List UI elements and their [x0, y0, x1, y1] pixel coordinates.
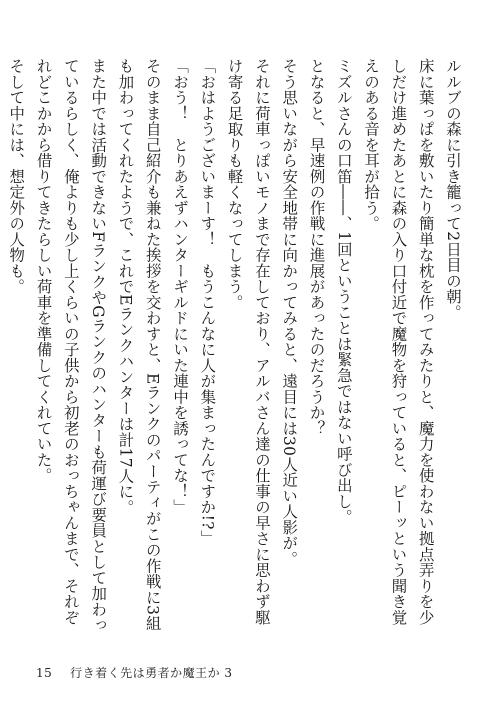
paragraph: となると、早速例の作戦に進展があったのだろうか？ — [307, 58, 326, 436]
paragraph: ルルブの森に引き籠って2日目の朝。 — [444, 58, 462, 321]
page-number: 15 — [36, 666, 53, 680]
paragraph: また中では活動できないFランクやGランクのハンターも荷運び要員として加わっているらしく、俺よりも少し上くらいの子供から初老のおっちゃんまで、それぞれどこかから借りてきたらしい荷車を準備してくれていた。 — [34, 58, 108, 633]
paragraph: そして中には、想定外の人物も。 — [7, 58, 26, 295]
paragraph: 「おう！ とりあえずハンターギルドにいた連中を誘ってな！」 — [171, 58, 190, 515]
body-text — [7, 58, 466, 638]
paragraph: そう思いながら安全地帯に向かってみると、遠目には30人近い人影が。 — [280, 58, 299, 567]
paragraph: 「おはようございまーす！ もうこんなに人が集まったんですか!?」 — [198, 58, 217, 546]
paragraph: それに荷車っぽいモノまで存在しており、アルバさん達の仕事の早さに思わず駆け寄る足取りも軽くなってしまう。 — [225, 58, 271, 625]
paragraph: 床に葉っぱを敷いたり簡単な枕を作ってみたりと、魔力を使わない拠点弄りを少しだけ進めたあとに森の入り口付近で魔物を狩っていると、ピーッという聞き覚えのある音を耳が拾う。 — [362, 58, 435, 625]
paragraph: ミズルさんの口笛――、1回ということは緊急ではない呼び出し。 — [334, 58, 353, 525]
page-footer — [36, 664, 233, 681]
paragraph: そのまま自己紹介も兼ねた挨拶を交わすと、Eランクのパーティがこの作戦に3組も加わってくれたようで、これでEランクハンターは計17人に。 — [116, 58, 162, 631]
running-title: 行き着く先は勇者か魔王か 3 — [70, 666, 233, 680]
paragraph — [0, 58, 2, 638]
